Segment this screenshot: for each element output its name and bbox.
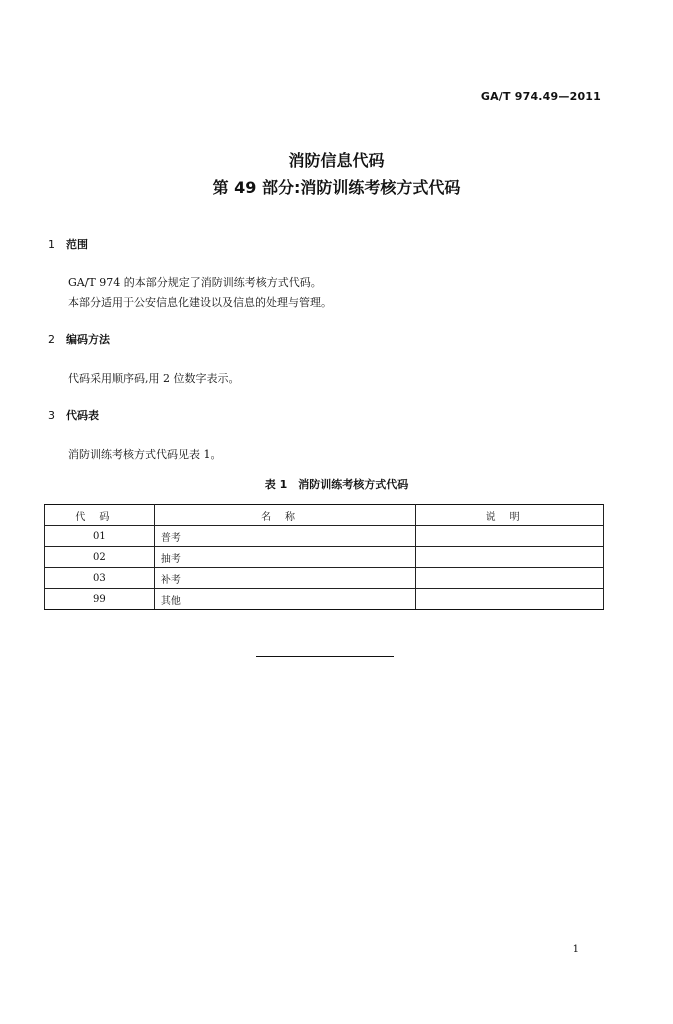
- note-cell: [416, 547, 604, 568]
- page-number: 1: [572, 944, 579, 955]
- paragraph: 消防训练考核方式代码见表 1。: [68, 448, 222, 461]
- section-number: 1: [48, 238, 55, 251]
- document-subtitle: 第 49 部分:消防训练考核方式代码: [212, 178, 461, 197]
- column-header-name: 名称: [154, 505, 415, 526]
- table-row: [45, 568, 604, 589]
- section-heading-code-table: [48, 407, 99, 423]
- code-table: [44, 504, 604, 610]
- code-cell: 02: [45, 547, 155, 568]
- section-title: 代码表: [66, 409, 99, 422]
- section-heading-scope: [48, 236, 88, 252]
- standard-number: GA/T 974.49—2011: [480, 90, 601, 103]
- paragraph: 代码采用顺序码,用 2 位数字表示。: [68, 372, 240, 385]
- name-cell: 抽考: [154, 547, 415, 568]
- paragraph: GA/T 974 的本部分规定了消防训练考核方式代码。: [68, 276, 322, 289]
- section-title: 范围: [66, 238, 88, 251]
- name-cell: 普考: [154, 526, 415, 547]
- section-number: 2: [48, 333, 55, 346]
- name-cell: 补考: [154, 568, 415, 589]
- name-cell: 其他: [154, 589, 415, 610]
- table-header-row: [45, 505, 604, 526]
- table-row: [45, 547, 604, 568]
- table-row: [45, 589, 604, 610]
- end-rule: [256, 656, 394, 657]
- table-row: [45, 526, 604, 547]
- code-cell: 03: [45, 568, 155, 589]
- note-cell: [416, 526, 604, 547]
- code-cell: 99: [45, 589, 155, 610]
- section-heading-encoding: [48, 331, 110, 347]
- code-cell: 01: [45, 526, 155, 547]
- note-cell: [416, 589, 604, 610]
- note-cell: [416, 568, 604, 589]
- column-header-note: 说明: [416, 505, 604, 526]
- section-number: 3: [48, 409, 55, 422]
- table-caption: 表 1 消防训练考核方式代码: [264, 478, 409, 491]
- column-header-code: 代码: [45, 505, 155, 526]
- section-title: 编码方法: [66, 333, 110, 346]
- document-title: 消防信息代码: [288, 151, 385, 170]
- paragraph: 本部分适用于公安信息化建设以及信息的处理与管理。: [68, 296, 332, 309]
